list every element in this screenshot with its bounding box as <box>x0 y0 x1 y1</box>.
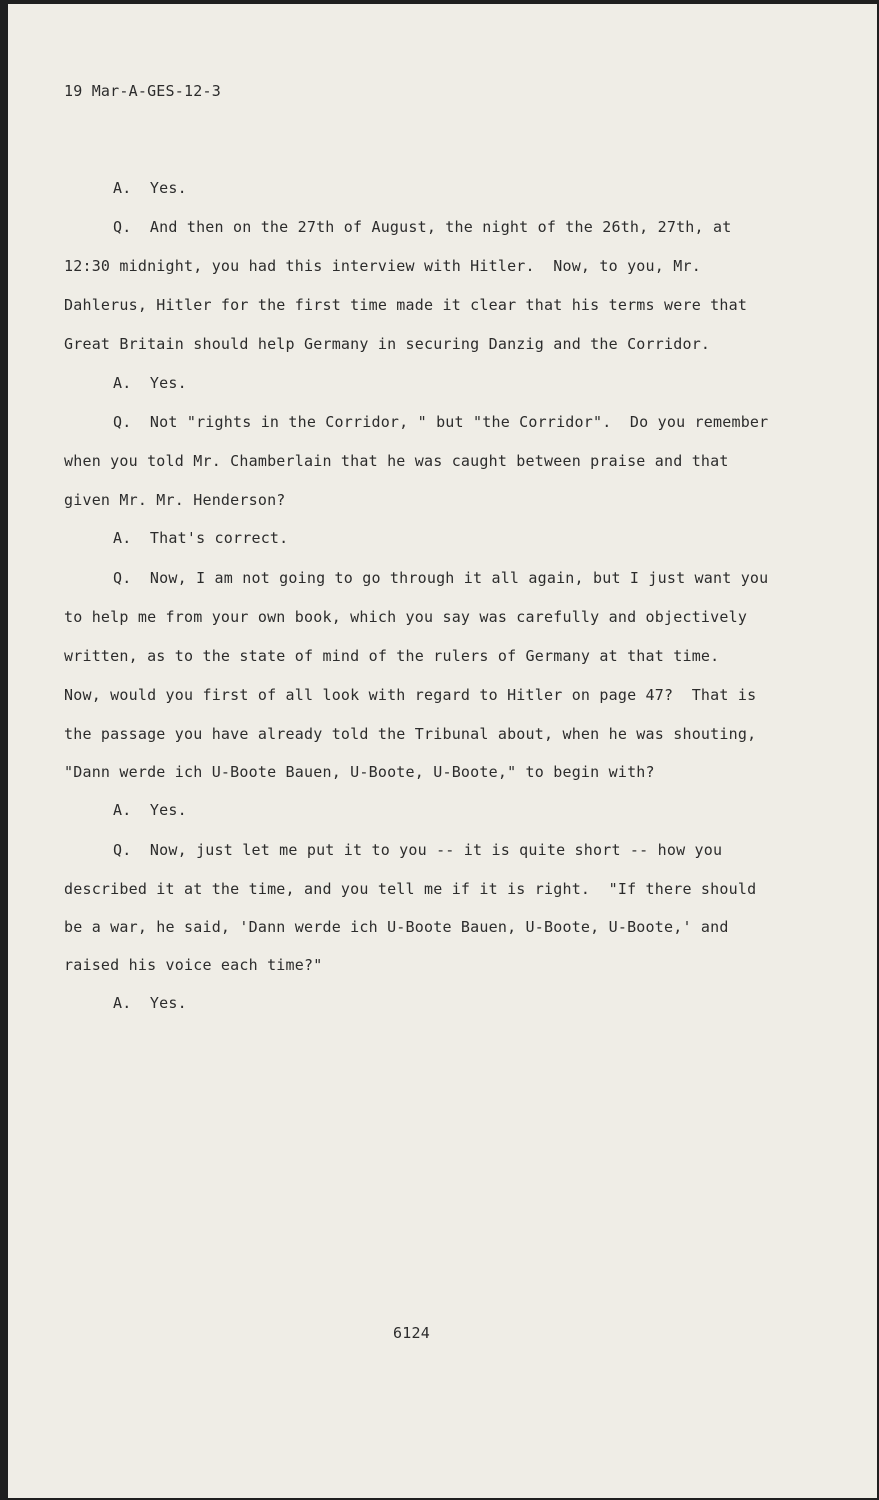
answer-line: A. Yes. <box>113 179 187 197</box>
text-line: the passage you have already told the Tribunal about, when he was shouting, <box>64 725 757 743</box>
text-line: be a war, he said, 'Dann werde ich U-Boote Bauen, U-Boote, U-Boote,' and <box>64 918 729 936</box>
question-line: Q. Not "rights in the Corridor, " but "the Corridor". Do you remember <box>113 413 769 431</box>
document-header-id: 19 Mar-A-GES-12-3 <box>64 82 221 100</box>
text-line: written, as to the state of mind of the rulers of Germany at that time. <box>64 647 720 665</box>
answer-line: A. That's correct. <box>113 529 289 547</box>
text-line: described it at the time, and you tell me if it is right. "If there should <box>64 880 757 898</box>
question-line: Q. Now, I am not going to go through it all again, but I just want you <box>113 569 769 587</box>
text-line: 12:30 midnight, you had this interview with Hitler. Now, to you, Mr. <box>64 257 701 275</box>
text-line: to help me from your own book, which you say was carefully and objectively <box>64 608 748 626</box>
document-page <box>8 4 877 1498</box>
question-line: Q. Now, just let me put it to you -- it is quite short -- how you <box>113 841 723 859</box>
text-line: Now, would you first of all look with regard to Hitler on page 47? That is <box>64 686 757 704</box>
page-number: 6124 <box>393 1324 430 1342</box>
text-line: given Mr. Mr. Henderson? <box>64 491 286 509</box>
answer-line: A. Yes. <box>113 994 187 1012</box>
question-line: Q. And then on the 27th of August, the night of the 26th, 27th, at <box>113 218 732 236</box>
answer-line: A. Yes. <box>113 801 187 819</box>
text-line: "Dann werde ich U-Boote Bauen, U-Boote, U-Boote," to begin with? <box>64 763 655 781</box>
text-line: Dahlerus, Hitler for the first time made it clear that his terms were that <box>64 296 748 314</box>
text-line: Great Britain should help Germany in securing Danzig and the Corridor. <box>64 335 711 353</box>
text-line: raised his voice each time?" <box>64 956 323 974</box>
text-line: when you told Mr. Chamberlain that he was caught between praise and that <box>64 452 729 470</box>
answer-line: A. Yes. <box>113 374 187 392</box>
